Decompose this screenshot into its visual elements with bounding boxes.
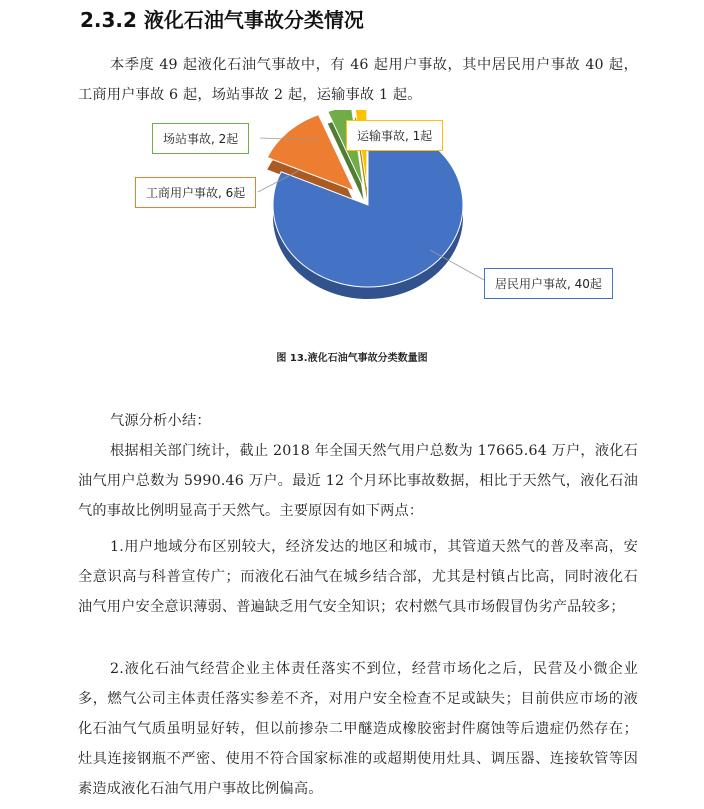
data-label-transport: 运输事故, 1起 [346, 120, 443, 151]
summary-paragraph-3: 2.液化石油气经营企业主体责任落实不到位，经营市场化之后，民营及小微企业多，燃气公司主体责任落实参差不齐，对用户安全检查不足或缺失；目前供应市场的液化石油气气质虽明显好转，但以前掺杂二甲醚造成橡胶密封件腐蚀等后遗症仍然存在；灶具连接钢瓶不严密、使用不符合国家标准的或超期使用灶具、调压器、连接软管等因素造成液化石油气用户事故比例偏高。 [78, 661, 638, 797]
data-label-commercial: 工商用户事故, 6起 [135, 177, 256, 208]
data-label-residential: 居民用户事故, 40起 [484, 268, 613, 299]
pie-chart [0, 110, 704, 350]
summary-paragraph-1: 根据相关部门统计，截止 2018 年全国天然气用户总数为 17665.64 万户，液化石油气用户总数为 5990.46 万户。最近 12 个月环比事故数据，相比于天然气，液化石油气的事故比例明显高于天然气。主要原因有如下两点： [78, 443, 638, 519]
section-heading: 2.3.2 液化石油气事故分类情况 [80, 8, 364, 32]
summary-heading: 气源分析小结： [110, 413, 211, 429]
figure-caption: 图 13.液化石油气事故分类数量图 [276, 353, 428, 364]
intro-paragraph: 本季度 49 起液化石油气事故中，有 46 起用户事故，其中居民用户事故 40 起，工商用户事故 6 起，场站事故 2 起，运输事故 1 起。 [78, 57, 638, 103]
data-label-station: 场站事故, 2起 [152, 123, 249, 154]
summary-paragraph-2: 1.用户地域分布区别较大，经济发达的地区和城市，其管道天然气的普及率高，安全意识高与科普宣传广；而液化石油气在城乡结合部，尤其是村镇占比高，同时液化石油气用户安全意识薄弱、普遍缺乏用气安全知识；农村燃气具市场假冒伪劣产品较多； [78, 539, 638, 615]
